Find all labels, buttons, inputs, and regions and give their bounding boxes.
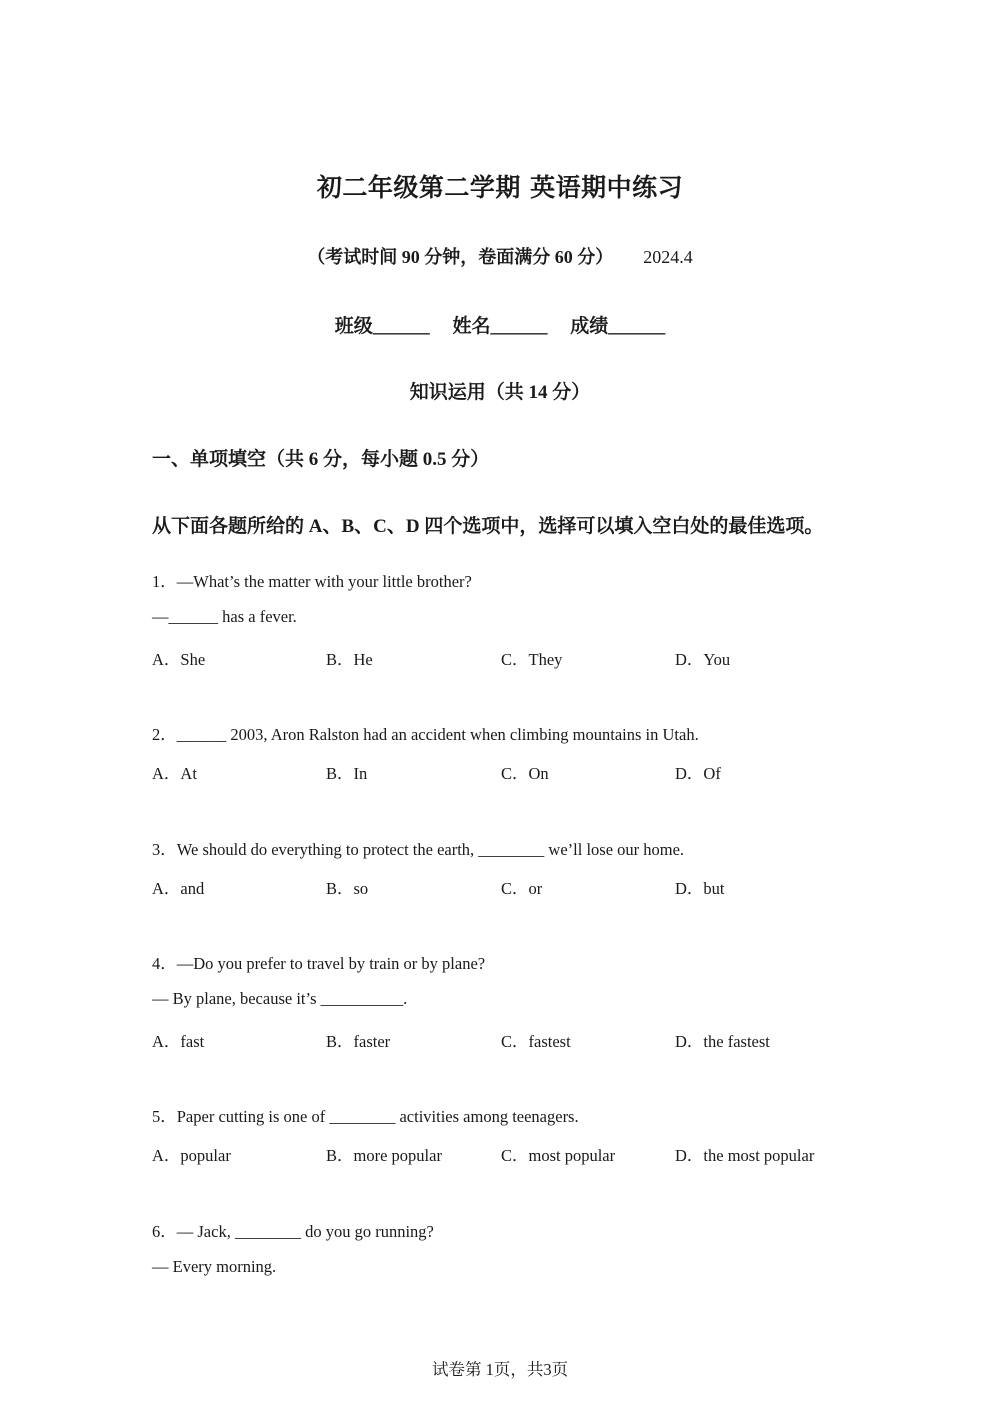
- page-footer: 试卷第 1页，共3页: [431, 1360, 569, 1379]
- question-1-option-c[interactable]: C．They: [501, 650, 563, 669]
- question-1-stem: 1．—What’s the matter with your little brother?: [152, 572, 472, 591]
- question-2-option-c[interactable]: C．On: [501, 764, 549, 783]
- part-heading: 一、单项填空（共 6 分，每小题 0.5 分）: [152, 449, 490, 470]
- section-title: 知识运用（共 14 分）: [409, 382, 591, 403]
- question-2-option-b[interactable]: B．In: [326, 764, 368, 783]
- class-field: 班级______: [334, 316, 430, 337]
- question-4-answer-line: — By plane, because it’s __________.: [152, 989, 408, 1008]
- question-5-option-b[interactable]: B．more popular: [326, 1146, 442, 1165]
- instruction-text: 从下面各题所给的 A、B、C、D 四个选项中，选择可以填入空白处的最佳选项。: [152, 516, 824, 537]
- question-4-option-a[interactable]: A．fast: [152, 1032, 205, 1051]
- question-4-option-c[interactable]: C．fastest: [501, 1032, 571, 1051]
- question-3-option-c[interactable]: C．or: [501, 879, 543, 898]
- question-5-option-c[interactable]: C．most popular: [501, 1146, 616, 1165]
- question-2-option-d[interactable]: D．Of: [675, 764, 721, 783]
- question-2-stem: 2．______ 2003, Aron Ralston had an accident when climbing mountains in Utah.: [152, 725, 699, 744]
- score-field: 成绩______: [570, 316, 666, 337]
- question-3-stem: 3．We should do everything to protect the earth, ________ we’ll lose our home.: [152, 840, 685, 859]
- question-1-option-d[interactable]: D．You: [675, 650, 731, 669]
- question-1-option-a[interactable]: A．She: [152, 650, 206, 669]
- question-6-stem: 6．— Jack, ________ do you go running?: [152, 1222, 434, 1241]
- name-field: 姓名______: [452, 316, 548, 337]
- question-5-stem: 5．Paper cutting is one of ________ activities among teenagers.: [152, 1107, 579, 1126]
- question-3-option-b[interactable]: B．so: [326, 879, 369, 898]
- question-1-answer-line: —______ has a fever.: [152, 607, 297, 626]
- exam-date: 2024.4: [643, 247, 693, 267]
- question-4-option-b[interactable]: B．faster: [326, 1032, 391, 1051]
- question-5-option-a[interactable]: A．popular: [152, 1146, 231, 1165]
- question-2-option-a[interactable]: A．At: [152, 764, 197, 783]
- question-3-option-d[interactable]: D．but: [675, 879, 725, 898]
- question-3-option-a[interactable]: A．and: [152, 879, 205, 898]
- question-4-stem: 4．—Do you prefer to travel by train or by plane?: [152, 954, 486, 973]
- question-4-option-d[interactable]: D．the fastest: [675, 1032, 770, 1051]
- question-6-answer-line: — Every morning.: [152, 1257, 277, 1276]
- exam-subtitle: [0, 243, 1000, 269]
- student-info-row: [0, 311, 1000, 338]
- question-5-option-d[interactable]: D．the most popular: [675, 1146, 815, 1165]
- page-title: 初二年级第二学期 英语期中练习: [316, 173, 684, 202]
- exam-duration-note: （考试时间 90 分钟，卷面满分 60 分）: [307, 247, 614, 267]
- question-1-option-b[interactable]: B．He: [326, 650, 373, 669]
